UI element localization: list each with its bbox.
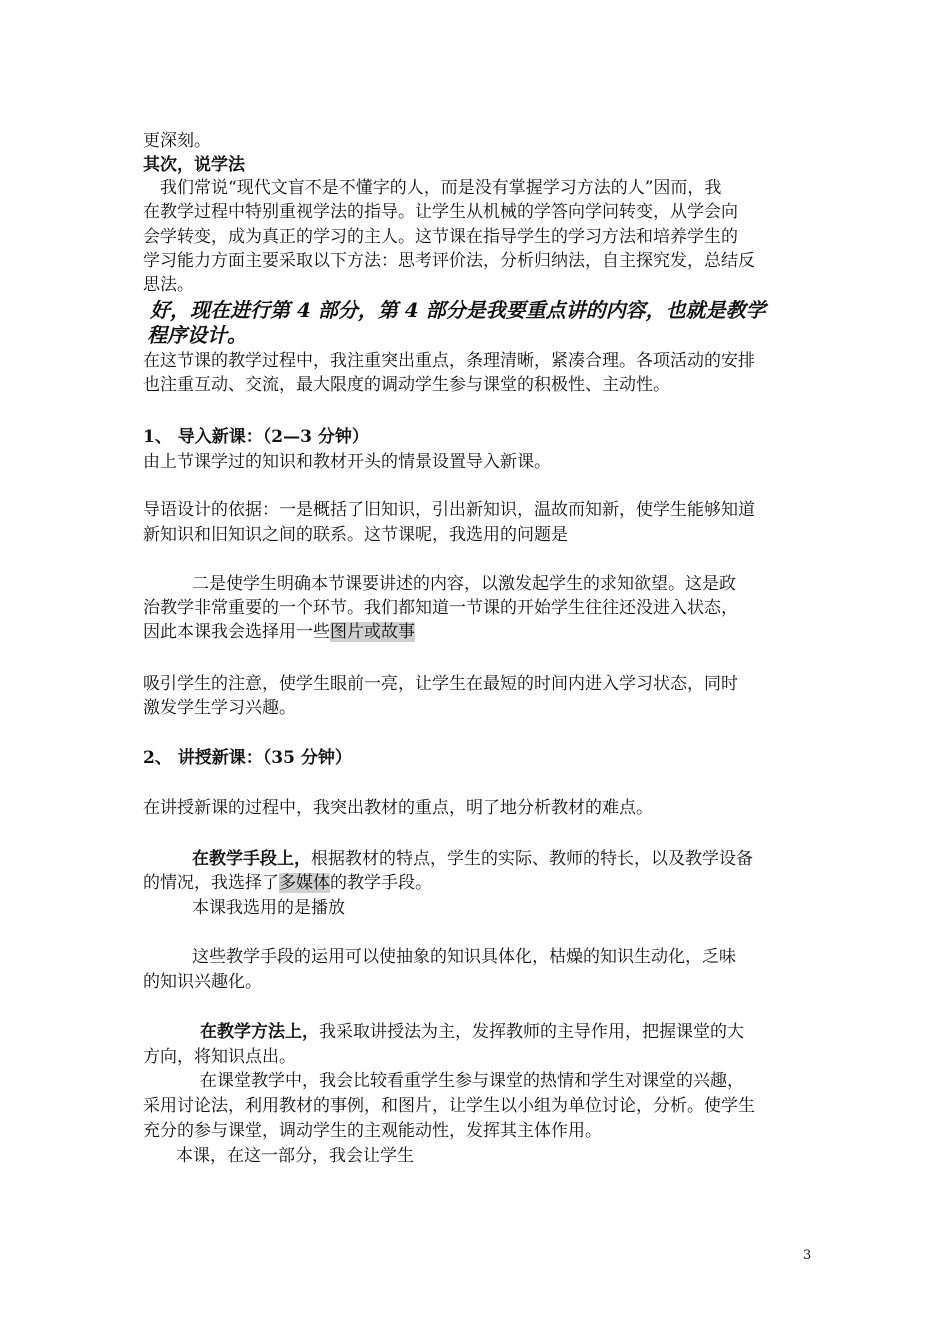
text-line: 本课我选用的是播放 xyxy=(192,898,345,918)
text-line: 也注重互动、交流，最大限度的调动学生参与课堂的积极性、主动性。 xyxy=(143,375,670,395)
highlighted-text: 图片或故事 xyxy=(330,622,415,642)
text-line: 这些教学手段的运用可以使抽象的知识具体化，枯燥的知识生动化，乏味 xyxy=(192,947,736,967)
text-line xyxy=(143,621,415,643)
text-line: 充分的参与课堂，调动学生的主观能动性，发挥其主体作用。 xyxy=(143,1121,602,1141)
highlighted-text: 多媒体 xyxy=(279,873,330,893)
text-line xyxy=(192,848,753,870)
text-line: 二是使学生明确本节课要讲述的内容，以激发起学生的求知欲望。这是政 xyxy=(192,574,736,594)
section-heading: 2、 讲授新课：（35 分钟） xyxy=(143,748,352,768)
text-line: 治教学非常重要的一个环节。我们都知道一节课的开始学生往往还没进入状态， xyxy=(143,598,738,618)
text-line: 在教学过程中特别重视学法的指导。让学生从机械的学答向学问转变，从学会向 xyxy=(143,202,738,222)
text-span: 根据教材的特点，学生的实际、教师的特长，以及教学设备 xyxy=(311,849,753,869)
emphasis-heading: 程序设计。 xyxy=(147,323,247,347)
text-span: 我采取讲授法为主，发挥教师的主导作用，把握课堂的大 xyxy=(319,1022,744,1042)
text-line: 在讲授新课的过程中，我突出教材的重点，明了地分析教材的难点。 xyxy=(143,798,653,818)
text-line: 更深刻。 xyxy=(143,131,211,151)
text-span: 的教学手段。 xyxy=(330,873,432,893)
text-line: 由上节课学过的知识和教材开头的情景设置导入新课。 xyxy=(143,452,551,472)
text-line: 在这节课的教学过程中，我注重突出重点，条理清晰，紧凑合理。各项活动的安排 xyxy=(143,351,755,371)
text-span: 因此本课我会选择用一些 xyxy=(143,622,330,642)
text-line xyxy=(200,1021,744,1043)
text-line: 在课堂教学中，我会比较看重学生参与课堂的热情和学生对课堂的兴趣， xyxy=(200,1071,744,1091)
bold-lead: 在教学方法上， xyxy=(200,1022,319,1042)
text-line: 思法。 xyxy=(143,275,194,295)
text-line: 我们常说“现代文盲不是不懂字的人，而是没有掌握学习方法的人”因而，我 xyxy=(160,178,722,198)
section-heading: 1、 导入新课：（2—3 分钟） xyxy=(143,427,369,447)
text-line: 新知识和旧知识之间的联系。这节课呢，我选用的问题是 xyxy=(143,525,568,545)
text-line: 方向，将知识点出。 xyxy=(143,1047,296,1067)
text-line: 学习能力方面主要采取以下方法：思考评价法，分析归纳法，自主探究发，总结反 xyxy=(143,251,755,271)
text-line: 导语设计的依据：一是概括了旧知识，引出新知识，温故而知新，使学生能够知道 xyxy=(143,500,755,520)
emphasis-heading: 好，现在进行第 4 部分，第 4 部分是我要重点讲的内容，也就是教学 xyxy=(150,298,766,322)
text-line: 激发学生学习兴趣。 xyxy=(143,698,296,718)
text-line: 本课，在这一部分，我会让学生 xyxy=(176,1146,414,1166)
bold-lead: 在教学手段上， xyxy=(192,849,311,869)
page-number: 3 xyxy=(803,1248,812,1263)
text-line: 吸引学生的注意，使学生眼前一亮，让学生在最短的时间内进入学习状态，同时 xyxy=(143,674,738,694)
text-line: 会学转变，成为真正的学习的主人。这节课在指导学生的学习方法和培养学生的 xyxy=(143,227,738,247)
text-line xyxy=(143,872,432,894)
section-heading: 其次，说学法 xyxy=(143,155,245,175)
text-line: 采用讨论法，利用教材的事例，和图片，让学生以小组为单位讨论，分析。使学生 xyxy=(143,1096,755,1116)
text-span: 的情况，我选择了 xyxy=(143,873,279,893)
text-line: 的知识兴趣化。 xyxy=(143,972,262,992)
